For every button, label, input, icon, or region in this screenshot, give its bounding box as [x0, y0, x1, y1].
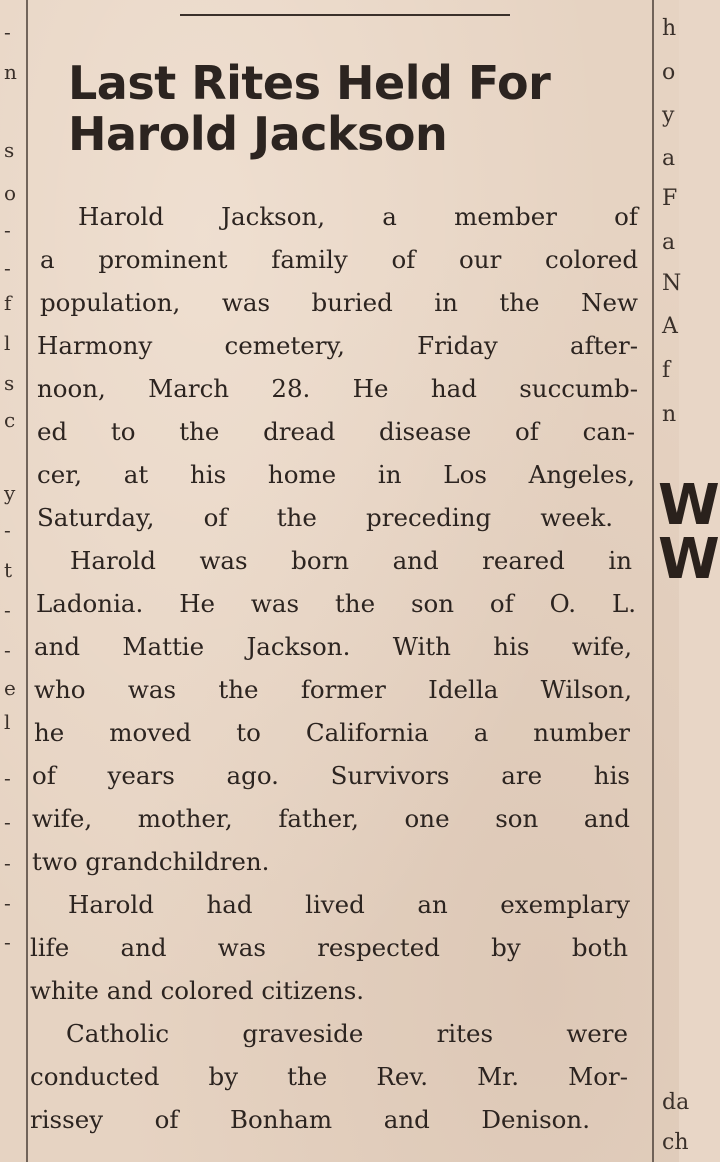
fragment: -: [4, 256, 11, 280]
article-line: who was the former Idella Wilson,: [34, 675, 632, 704]
article-line: white and colored citizens.: [30, 976, 365, 1005]
fragment: n: [662, 402, 677, 427]
fragment: a: [662, 146, 676, 171]
headline-line-1: Last Rites Held For: [68, 56, 551, 110]
article-line: rissey of Bonham and Denison.: [30, 1105, 590, 1134]
fragment: F: [662, 186, 678, 211]
article-line: Harold had lived an exemplary: [68, 890, 630, 919]
fragment: s: [4, 371, 15, 395]
fragment: y: [662, 103, 675, 128]
article-line: of years ago. Survivors are his: [32, 761, 630, 790]
fragment: -: [4, 930, 11, 954]
fragment: h: [662, 16, 677, 41]
article-line: he moved to California a number: [34, 718, 630, 747]
article-line: Harold Jackson, a member of: [78, 202, 638, 231]
fragment: ch: [662, 1130, 689, 1155]
fragment: W: [658, 527, 720, 592]
article-line: noon, March 28. He had succumb-: [37, 374, 638, 403]
fragment: t: [4, 558, 13, 582]
fragment: -: [4, 766, 11, 790]
fragment: o: [662, 60, 676, 85]
fragment: y: [4, 481, 16, 505]
article-line: Harmony cemetery, Friday after-: [37, 331, 638, 360]
article-line: Ladonia. He was the son of O. L.: [36, 589, 636, 618]
article-line: population, was buried in the New: [40, 288, 638, 317]
fragment: f: [662, 358, 671, 383]
fragment: o: [4, 181, 17, 205]
fragment: -: [4, 810, 11, 834]
headline-line-2: Harold Jackson: [68, 107, 448, 161]
fragment: N: [662, 271, 682, 296]
fragment: e: [4, 676, 16, 700]
article-line: Harold was born and reared in: [70, 546, 632, 575]
article-line: a prominent family of our colored: [40, 245, 638, 274]
article-line: Saturday, of the preceding week.: [37, 503, 613, 532]
fragment: -: [4, 598, 11, 622]
fragment: -: [4, 851, 11, 875]
fragment: s: [4, 138, 15, 162]
article-line: cer, at his home in Los Angeles,: [37, 460, 635, 489]
article-line: two grandchildren.: [32, 847, 270, 876]
article-line: Catholic graveside rites were: [66, 1019, 628, 1048]
fragment: -: [4, 891, 11, 915]
fragment: c: [4, 408, 16, 432]
article-line: wife, mother, father, one son and: [32, 804, 630, 833]
fragment: l: [4, 331, 11, 355]
fragment: -: [4, 20, 11, 44]
fragment: da: [662, 1090, 690, 1115]
fragment: -: [4, 218, 11, 242]
article-line: conducted by the Rev. Mr. Mor-: [30, 1062, 628, 1091]
article-line: ed to the dread disease of can-: [37, 417, 635, 446]
fragment: A: [662, 314, 678, 339]
fragment: W: [658, 473, 720, 538]
fragment: -: [4, 638, 11, 662]
fragment: l: [4, 710, 11, 734]
fragment: a: [662, 230, 676, 255]
article-line: life and was respected by both: [30, 933, 628, 962]
fragment: -: [4, 518, 11, 542]
fragment: f: [4, 291, 12, 315]
article-line: and Mattie Jackson. With his wife,: [34, 632, 632, 661]
fragment: n: [4, 60, 17, 84]
